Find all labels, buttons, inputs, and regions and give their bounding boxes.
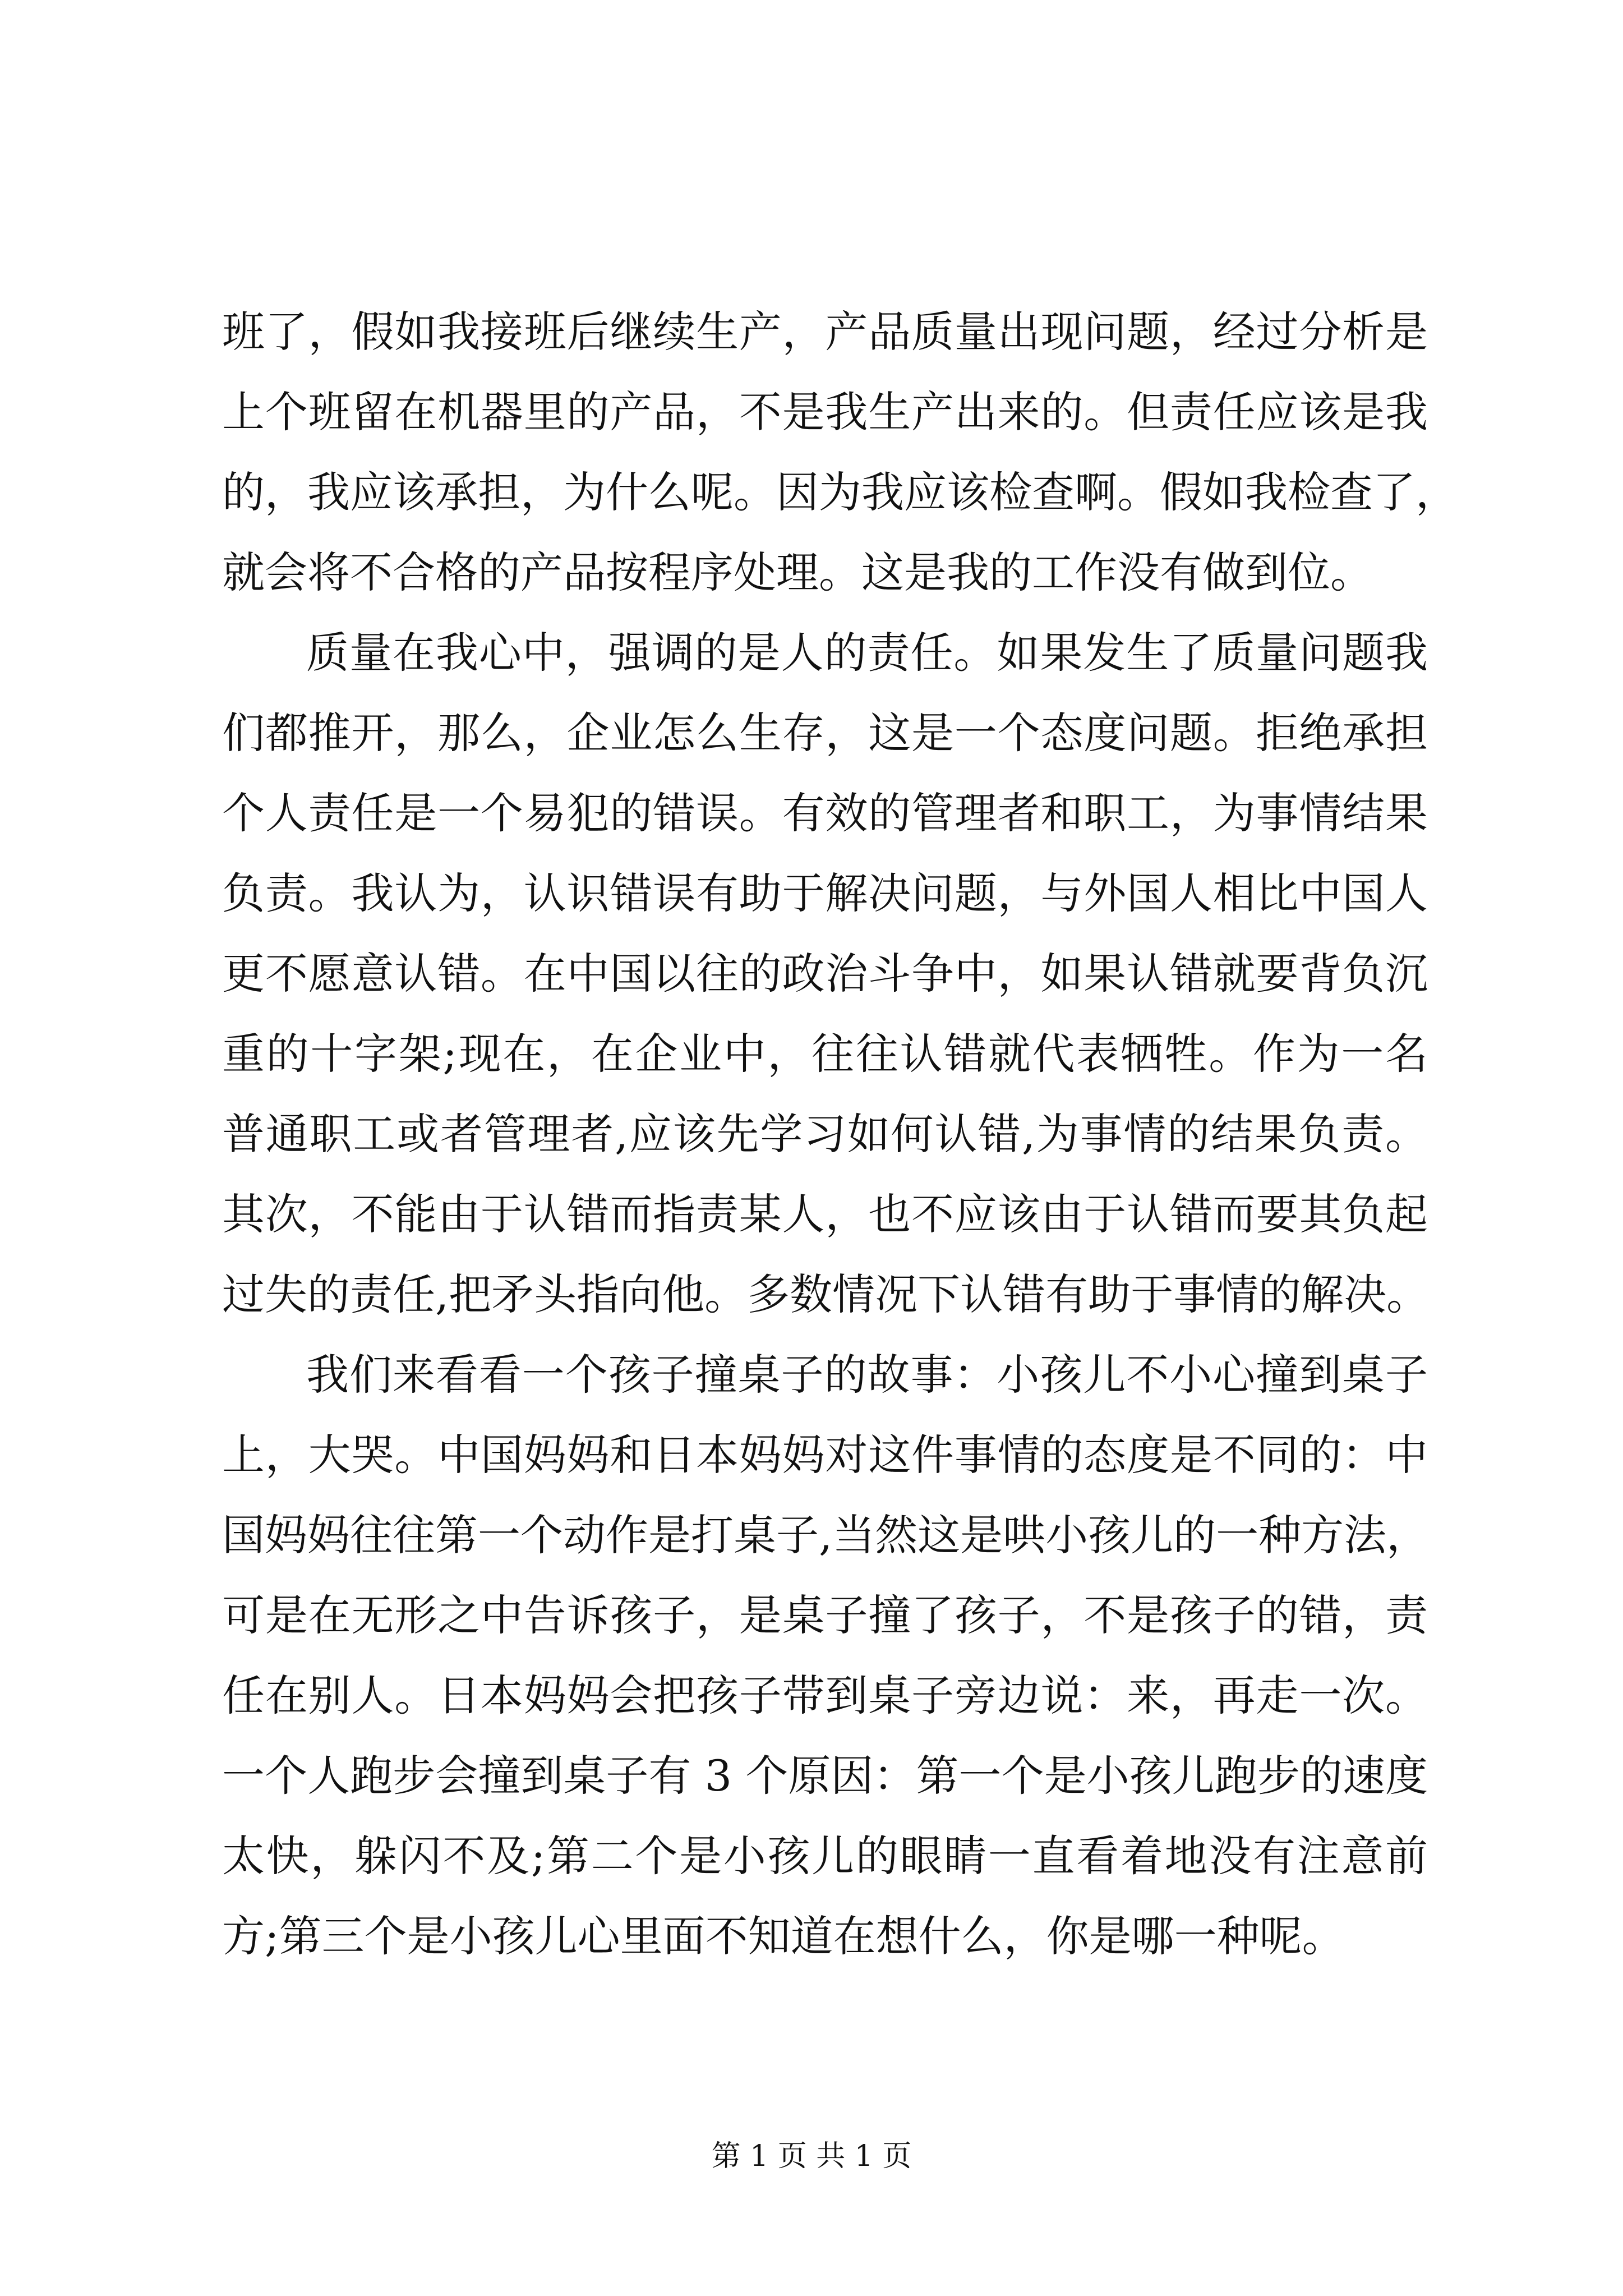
text-line: 个人责任是一个易犯的错误。有效的管理者和职工，为事情结果 <box>222 788 1428 838</box>
text-line: 一个人跑步会撞到桌子有 3 个原因：第一个是小孩儿跑步的速度 <box>222 1751 1428 1801</box>
text-line: 们都推开，那么，企业怎么生存，这是一个态度问题。拒绝承担 <box>222 708 1428 758</box>
text-line: 质量在我心中，强调的是人的责任。如果发生了质量问题我 <box>306 628 1428 678</box>
text-line: 班了，假如我接班后继续生产，产品质量出现问题，经过分析是 <box>222 307 1428 357</box>
text-line: 太快，躲闪不及;第二个是小孩儿的眼睛一直看着地没有注意前 <box>222 1831 1428 1881</box>
text-line: 我们来看看一个孩子撞桌子的故事：小孩儿不小心撞到桌子 <box>306 1350 1428 1400</box>
text-line: 上个班留在机器里的产品，不是我生产出来的。但责任应该是我 <box>222 387 1428 437</box>
text-line: 更不愿意认错。在中国以往的政治斗争中，如果认错就要背负沉 <box>222 949 1428 999</box>
document-body <box>222 292 1458 1976</box>
text-line: 负责。我认为，认识错误有助于解决问题，与外国人相比中国人 <box>222 868 1428 918</box>
page-footer: 第 1 页 共 1 页 <box>711 2139 912 2173</box>
text-line: 国妈妈往往第一个动作是打桌子,当然这是哄小孩儿的一种方法， <box>222 1510 1430 1560</box>
text-line: 方;第三个是小孩儿心里面不知道在想什么，你是哪一种呢。 <box>222 1911 1345 1961</box>
text-line: 的，我应该承担，为什么呢。因为我应该检查啊。假如我检查了， <box>222 467 1458 517</box>
text-line: 过失的责任,把矛头指向他。多数情况下认错有助于事情的解决。 <box>222 1269 1430 1319</box>
text-line: 其次，不能由于认错而指责某人，也不应该由于认错而要其负起 <box>222 1189 1428 1239</box>
text-line: 上，大哭。中国妈妈和日本妈妈对这件事情的态度是不同的：中 <box>222 1430 1428 1480</box>
text-line: 重的十字架;现在，在企业中，往往认错就代表牺牲。作为一名 <box>222 1029 1428 1079</box>
text-line: 可是在无形之中告诉孩子，是桌子撞了孩子，不是孩子的错，责 <box>222 1590 1428 1640</box>
text-line: 就会将不合格的产品按程序处理。这是我的工作没有做到位。 <box>222 547 1373 597</box>
text-line: 任在别人。日本妈妈会把孩子带到桌子旁边说：来，再走一次。 <box>222 1671 1428 1720</box>
text-line: 普通职工或者管理者,应该先学习如何认错,为事情的结果负责。 <box>222 1109 1428 1159</box>
